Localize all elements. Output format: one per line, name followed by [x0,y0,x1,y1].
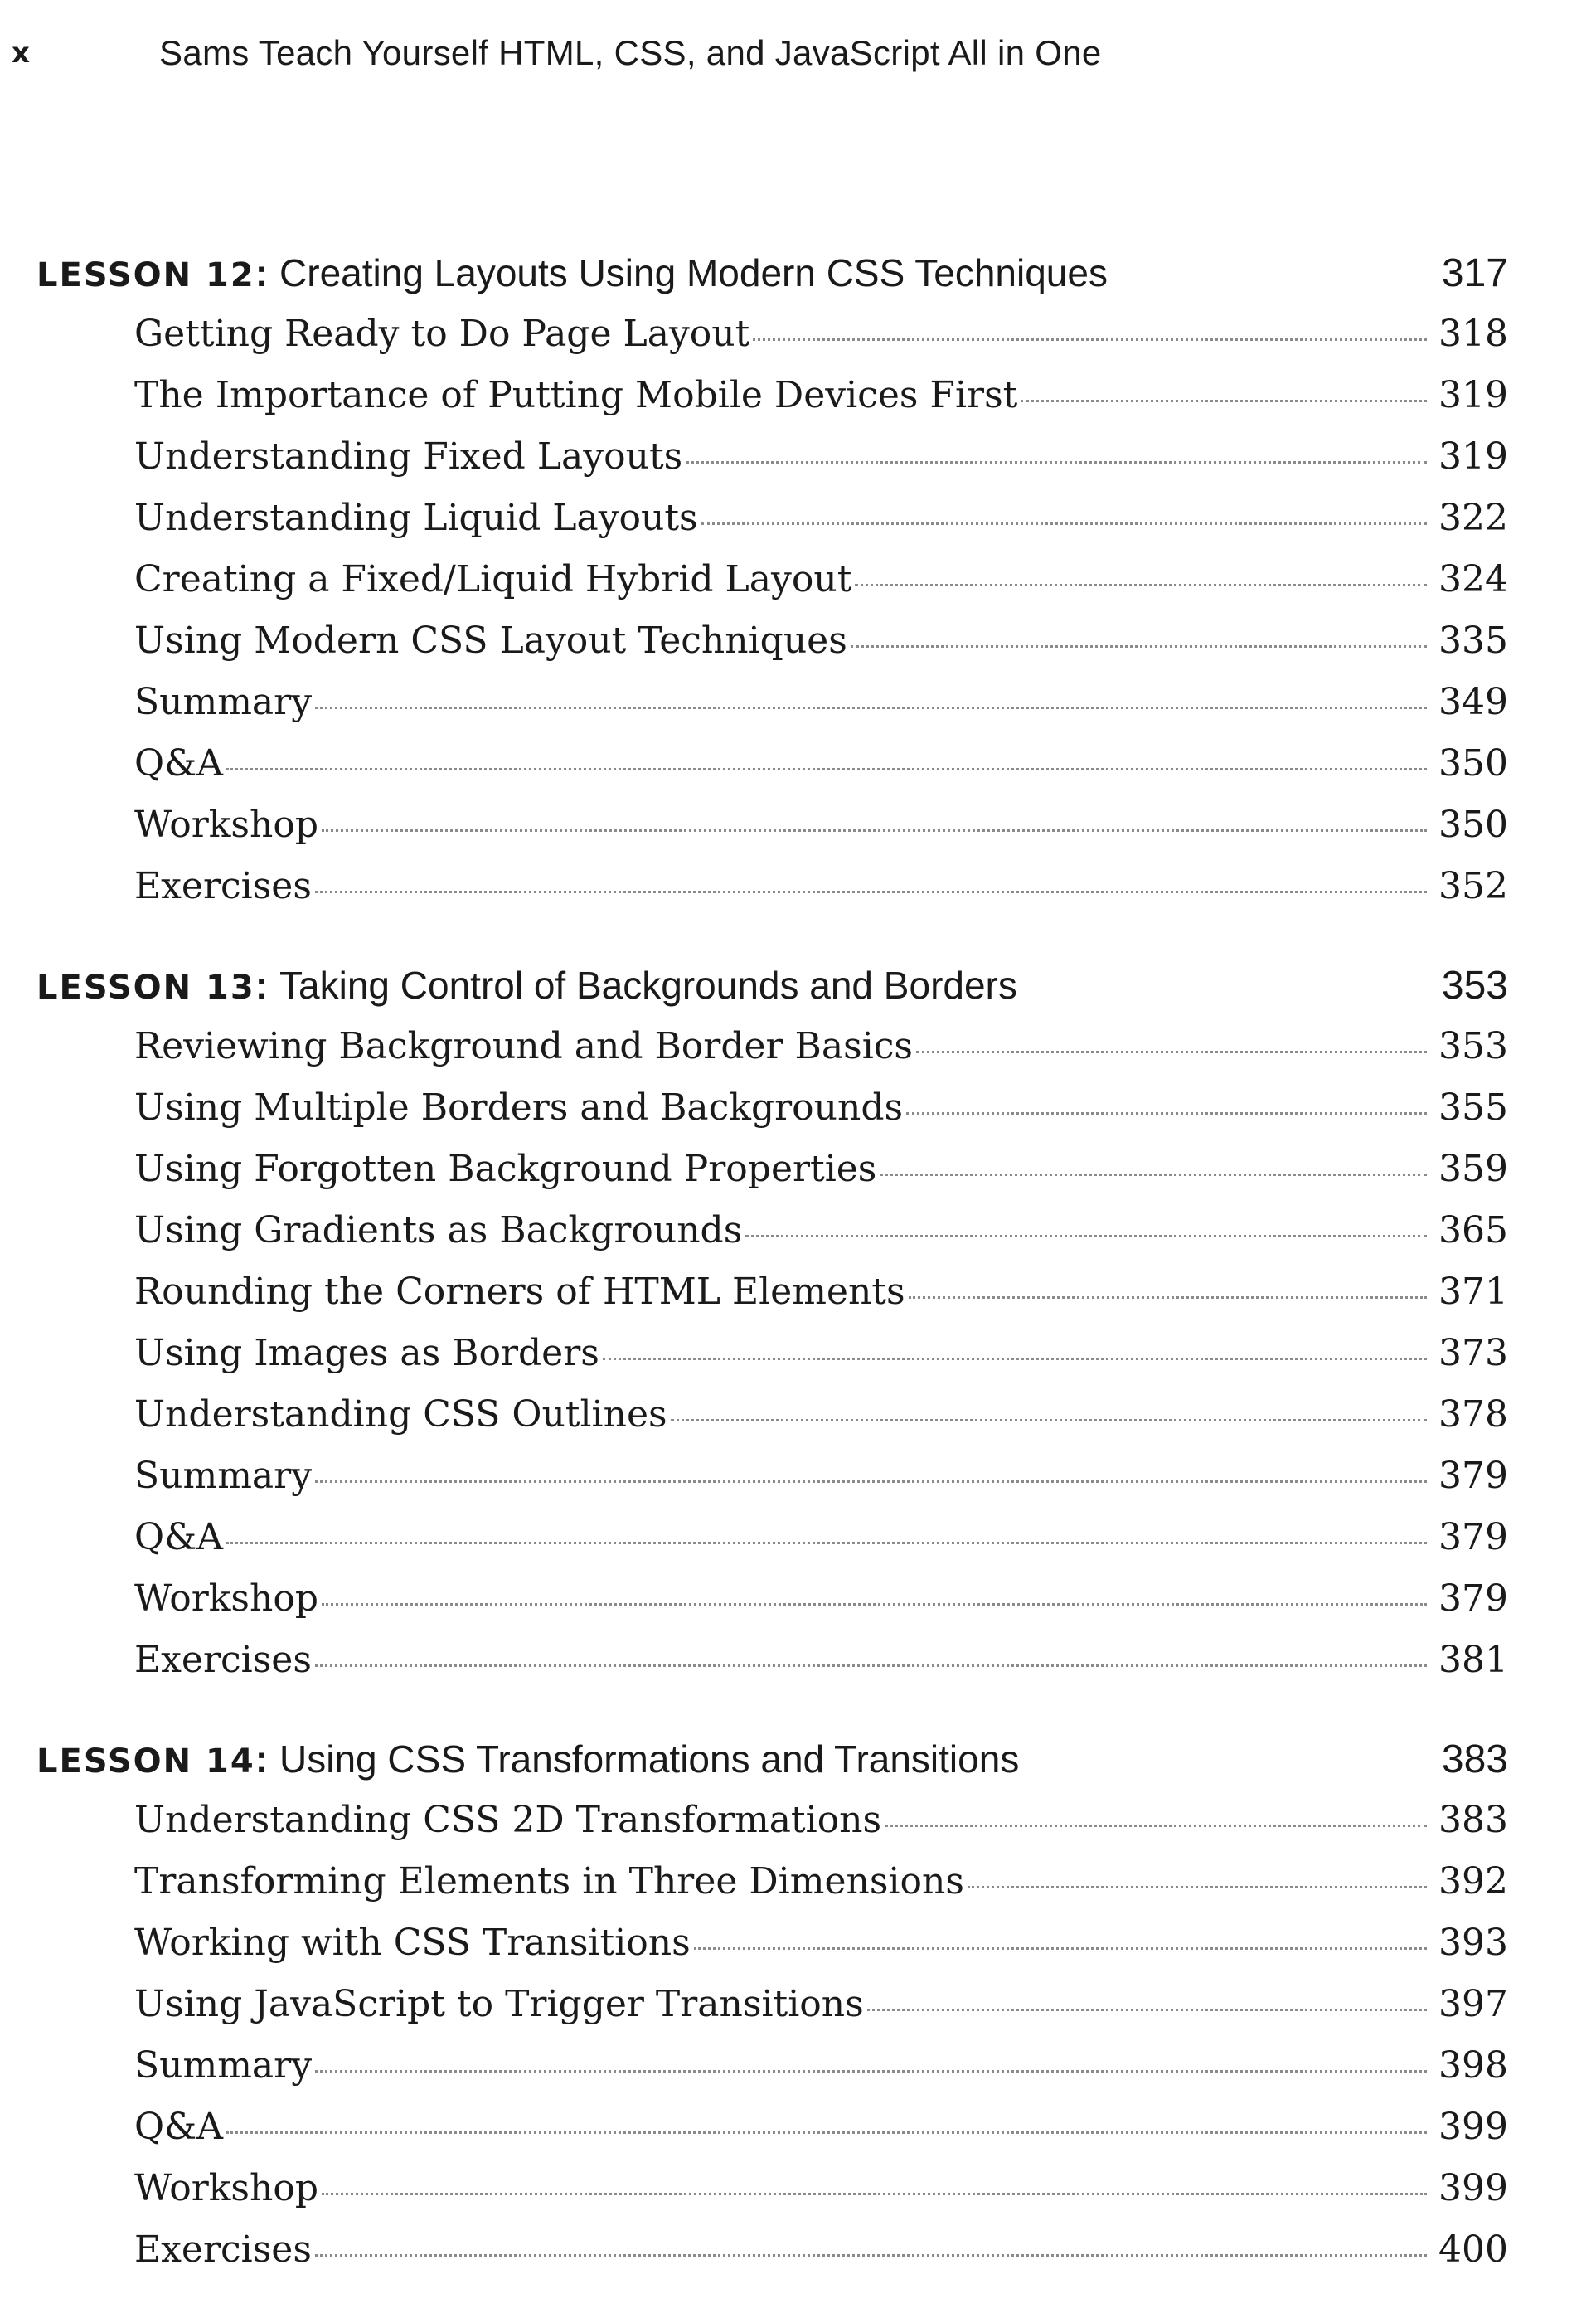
toc-entry[interactable] [0,1139,1596,1200]
dot-leader [315,1480,1427,1483]
toc-entry[interactable] [0,1568,1596,1630]
dot-leader [867,2009,1427,2011]
toc-entry-page-number: 352 [1438,865,1508,907]
lesson-section [0,955,1596,1691]
toc-entry[interactable] [0,795,1596,856]
toc-entry[interactable] [0,1323,1596,1384]
toc-entry-title: Creating a Fixed/Liquid Hybrid Layout [134,558,852,600]
dot-leader [880,1174,1427,1176]
lesson-label: LESSON 12 [36,256,255,294]
toc-entry-page-number: 319 [1438,435,1508,478]
toc-entry[interactable] [0,1630,1596,1691]
toc-entry-page-number: 397 [1438,1983,1508,2025]
dot-leader [322,829,1427,832]
toc-entry-page-number: 359 [1438,1148,1508,1190]
toc-entry-page-number: 371 [1438,1271,1508,1313]
toc-entry-title: Workshop [134,804,318,846]
toc-entry-page-number: 318 [1438,313,1508,355]
lesson-label-separator: : [255,1737,269,1781]
toc-entry-title: Understanding CSS 2D Transformations [134,1799,882,1841]
toc-entry-title: Understanding Fixed Layouts [134,435,683,478]
toc-entry-title: Summary [134,1455,313,1497]
lesson-title: Using CSS Transformations and Transitions [279,1737,1020,1781]
toc-entry-page-number: 349 [1438,681,1508,723]
toc-entry[interactable] [0,2219,1596,2281]
toc-entry[interactable] [0,1974,1596,2035]
toc-entry-title: Workshop [134,2167,318,2209]
toc-entry[interactable] [0,733,1596,795]
toc-entry[interactable] [0,610,1596,672]
toc-entry[interactable] [0,1790,1596,1851]
lesson-label-separator: : [255,251,269,294]
lesson-page-number: 383 [1441,1737,1508,1781]
toc-entry-title: Using Images as Borders [134,1332,599,1374]
toc-entry[interactable] [0,2035,1596,2097]
toc-entry-page-number: 350 [1438,742,1508,785]
dot-leader [694,1947,1427,1950]
toc-entry-page-number: 400 [1438,2228,1508,2271]
toc-entry[interactable] [0,1384,1596,1446]
dot-leader [1021,400,1427,402]
toc-entry[interactable] [0,1200,1596,1261]
toc-entry-page-number: 398 [1438,2044,1508,2087]
lesson-label: LESSON 14 [36,1742,255,1781]
toc-entry-title: Getting Ready to Do Page Layout [134,313,750,355]
toc-entry-page-number: 353 [1438,1025,1508,1067]
toc-entry-title: Using JavaScript to Trigger Transitions [134,1983,864,2025]
dot-leader [909,1296,1427,1299]
lesson-section [0,242,1596,917]
toc-entry-page-number: 335 [1438,620,1508,662]
lesson-section [0,1728,1596,2281]
dot-leader [855,584,1427,586]
dot-leader [226,768,1427,770]
table-of-contents [0,242,1596,2318]
dot-leader [701,522,1427,525]
toc-entry-page-number: 383 [1438,1799,1508,1841]
lesson-label-separator: : [255,964,269,1007]
lesson-label: LESSON 13 [36,969,255,1007]
lesson-title: Creating Layouts Using Modern CSS Techniques [279,251,1108,294]
toc-entry-title: The Importance of Putting Mobile Devices First [134,374,1018,416]
book-title: Sams Teach Yourself HTML, CSS, and JavaScript All in One [159,33,1102,72]
toc-entry-page-number: 355 [1438,1086,1508,1129]
toc-entry[interactable] [0,1446,1596,1507]
toc-entry-page-number: 379 [1438,1455,1508,1497]
dot-leader [315,1664,1427,1667]
toc-entry-page-number: 350 [1438,804,1508,846]
toc-entry-page-number: 393 [1438,1922,1508,1964]
dot-leader [603,1358,1427,1360]
page-number: x [12,36,30,70]
dot-leader [315,707,1427,709]
toc-entry-page-number: 319 [1438,374,1508,416]
toc-entry-title: Using Gradients as Backgrounds [134,1209,743,1251]
lesson-heading[interactable] [0,242,1596,304]
running-head [0,28,1596,78]
toc-entry-title: Reviewing Background and Border Basics [134,1025,913,1067]
toc-entry-title: Q&A [134,1516,224,1558]
toc-entry-title: Rounding the Corners of HTML Elements [134,1271,905,1313]
dot-leader [671,1419,1427,1421]
dot-leader [226,1542,1427,1544]
toc-entry[interactable] [0,2158,1596,2219]
dot-leader [753,338,1427,341]
toc-entry-page-number: 378 [1438,1393,1508,1436]
toc-entry-title: Summary [134,2044,313,2087]
toc-entry[interactable] [0,304,1596,365]
lesson-page-number: 353 [1441,964,1508,1008]
toc-entry[interactable] [0,2097,1596,2158]
toc-entry[interactable] [0,1016,1596,1077]
toc-entry[interactable] [0,549,1596,610]
lesson-heading[interactable] [0,1728,1596,1790]
toc-entry-page-number: 381 [1438,1639,1508,1681]
lesson-heading[interactable] [0,955,1596,1016]
dot-leader [315,2254,1427,2257]
toc-entry-title: Exercises [134,1639,312,1681]
toc-entry[interactable] [0,1912,1596,1974]
toc-entry-title: Understanding Liquid Layouts [134,497,698,539]
toc-entry-title: Exercises [134,2228,312,2271]
toc-entry[interactable] [0,426,1596,488]
toc-entry-page-number: 399 [1438,2106,1508,2148]
dot-leader [906,1112,1427,1115]
lesson-page-number: 317 [1441,251,1508,295]
dot-leader [968,1886,1427,1888]
toc-entry[interactable] [0,1851,1596,1912]
toc-entry-title: Summary [134,681,313,723]
dot-leader [745,1235,1427,1237]
toc-entry-title: Using Forgotten Background Properties [134,1148,877,1190]
toc-entry-page-number: 324 [1438,558,1508,600]
toc-entry-title: Working with CSS Transitions [134,1922,691,1964]
toc-entry-title: Using Modern CSS Layout Techniques [134,620,847,662]
toc-entry[interactable] [0,856,1596,917]
lesson-title: Taking Control of Backgrounds and Borders [279,964,1017,1007]
toc-entry-title: Q&A [134,2106,224,2148]
toc-entry-title: Using Multiple Borders and Backgrounds [134,1086,904,1129]
toc-entry-page-number: 322 [1438,497,1508,539]
toc-entry[interactable] [0,1077,1596,1139]
dot-leader [885,1825,1427,1827]
toc-entry[interactable] [0,672,1596,733]
toc-entry-page-number: 379 [1438,1577,1508,1620]
toc-entry-title: Exercises [134,865,312,907]
dot-leader [851,645,1427,648]
toc-entry-page-number: 365 [1438,1209,1508,1251]
toc-entry-page-number: 373 [1438,1332,1508,1374]
toc-entry[interactable] [0,1507,1596,1568]
toc-entry[interactable] [0,488,1596,549]
dot-leader [322,1603,1427,1606]
toc-entry[interactable] [0,1261,1596,1323]
toc-entry-title: Understanding CSS Outlines [134,1393,667,1436]
dot-leader [916,1051,1427,1053]
toc-entry-page-number: 392 [1438,1860,1508,1903]
toc-entry[interactable] [0,365,1596,426]
toc-entry-page-number: 399 [1438,2167,1508,2209]
toc-entry-title: Q&A [134,742,224,785]
dot-leader [315,891,1427,893]
dot-leader [315,2070,1427,2073]
dot-leader [226,2131,1427,2134]
dot-leader [686,461,1427,464]
toc-entry-title: Workshop [134,1577,318,1620]
toc-entry-page-number: 379 [1438,1516,1508,1558]
toc-entry-title: Transforming Elements in Three Dimensions [134,1860,964,1903]
dot-leader [322,2193,1427,2195]
